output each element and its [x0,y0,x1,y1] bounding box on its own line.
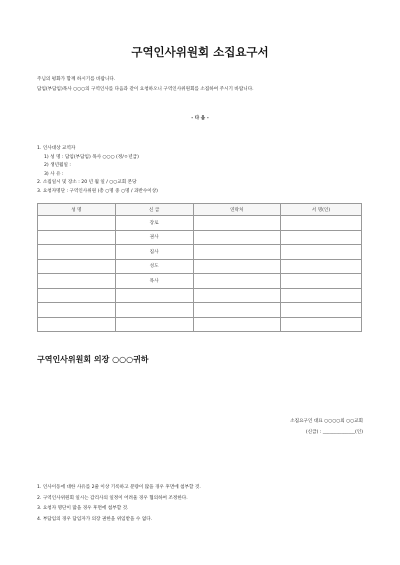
table-row [38,230,362,245]
table-row [38,288,362,303]
item-line: 1. 인사대상 교역자 [37,146,76,151]
table-cell [193,230,280,245]
table-cell: 장로 [115,216,193,231]
table-cell [193,317,280,332]
table-cell: 권사 [115,230,193,245]
members-table [37,203,362,332]
table-cell [280,245,361,260]
column-header-rank: 신 급 [115,204,193,216]
table-cell [193,259,280,274]
table-cell [280,274,361,289]
table-cell [193,288,280,303]
table-header-row [38,204,362,216]
table-row [38,216,362,231]
chair-addressee: 구역인사위원회 의장 ○○○귀하 [37,355,149,364]
table-cell [38,303,116,318]
table-cell [280,216,361,231]
table-cell [38,230,116,245]
table-row [38,274,362,289]
table-cell [38,288,116,303]
note-item: 4. 부담임의 경우 담임자가 의장 권한을 위임받을 수 없다. [37,516,153,522]
request-text: 담임(부담임)목사 ○○○의 구역인사를 다음과 같이 요청하오니 구역인사위원회를 소집하여 주시기 바랍니다. [37,87,254,92]
item-line: 3) 사 유 : [44,171,64,177]
table-cell [280,288,361,303]
table-cell [115,288,193,303]
table-cell [280,259,361,274]
table-row [38,317,362,332]
signature-rank-line: (신급) : ______________(인) [305,430,363,435]
column-header-name: 성 명 [38,204,116,216]
table-cell [38,245,116,260]
signature-representative: 소집요구인 대표 ○○○○외 ○○교회 [290,419,363,424]
table-cell [193,303,280,318]
table-cell: 집사 [115,245,193,260]
note-item: 2. 구역인사위원회 일시는 감리사의 일정이 어려울 경우 협의하여 조정한다. [37,495,188,501]
item-line: 3. 요청자명단 : 구역인사위원 (총 ○명 중 ○명 / 과반수이상) [37,188,158,194]
note-item: 3. 요청자 명단이 많을 경우 후면에 첨부할 것. [37,506,129,511]
section-divider-label: - 다 음 - [191,116,209,121]
table-row [38,259,362,274]
table-cell: 성도 [115,259,193,274]
item-line: 2. 소집일시 및 장소 : 20 년 월 일 / ○○교회 본당 [37,180,137,185]
table-cell: 목사 [115,274,193,289]
table-cell [193,216,280,231]
table-cell [115,317,193,332]
table-cell [115,303,193,318]
note-item: 1. 인사이동에 대한 사유를 2줄 이상 기록하고 분량이 많을 경우 후면에 첨부할 것. [37,485,201,490]
document-title: 구역인사위원회 소집요구서 [131,45,269,59]
table-cell [38,317,116,332]
greeting-text: 주님의 평화가 함께 하시기를 바랍니다. [37,77,116,82]
item-list [37,145,158,196]
item-line: 1) 성 명 : 담임(부담임) 목사 ○○○ (정/ㅇ년급) [44,154,139,160]
table-cell [38,216,116,231]
column-header-contact: 연락처 [193,204,280,216]
table-cell [38,274,116,289]
item-line: 2) 생년월일 : [44,163,71,168]
table-row [38,245,362,260]
notes-list [37,484,201,526]
table-cell [38,259,116,274]
table-cell [280,230,361,245]
column-header-signature: 서 명(인) [280,204,361,216]
table-cell [193,245,280,260]
table-row [38,303,362,318]
table-cell [280,317,361,332]
table-cell [193,274,280,289]
table-cell [280,303,361,318]
